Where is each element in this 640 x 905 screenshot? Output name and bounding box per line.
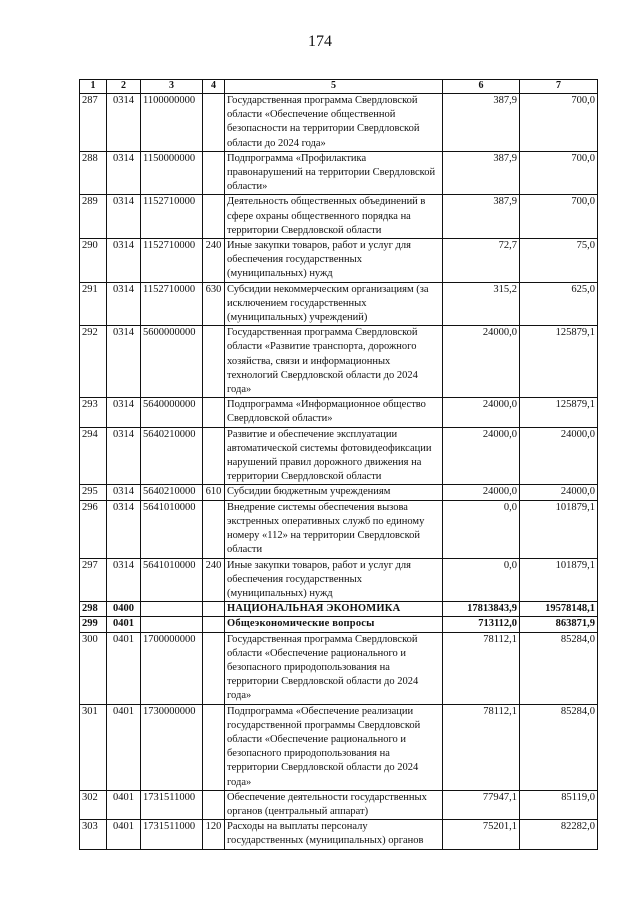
item-name-cell: Государственная программа Свердловской области «Развитие транспорта, дорожного хозяйства, связи и информационных технологий Свердловской области до 2024 года»: [225, 326, 443, 398]
amount-2022-cell: 315,2: [443, 282, 520, 326]
table-row: [80, 617, 598, 632]
row-number-cell: 297: [80, 558, 107, 602]
amount-2022-cell: 77947,1: [443, 790, 520, 819]
amount-2022-cell: 713112,0: [443, 617, 520, 632]
row-number-cell: 300: [80, 632, 107, 704]
amount-2022-cell: 78112,1: [443, 632, 520, 704]
row-number-cell: 291: [80, 282, 107, 326]
table-row: [80, 485, 598, 500]
item-name-cell: Внедрение системы обеспечения вызова экстренных оперативных служб по единому номеру «112» на территории Свердловской области: [225, 500, 443, 558]
amount-2023-cell: 85284,0: [520, 704, 598, 790]
expense-type-cell: 630: [203, 282, 225, 326]
item-name-cell: Общеэкономические вопросы: [225, 617, 443, 632]
item-name-cell: Расходы на выплаты персоналу государственных (муниципальных) органов: [225, 820, 443, 849]
section-code-cell: 0314: [107, 94, 141, 152]
row-number-cell: 287: [80, 94, 107, 152]
item-name-cell: НАЦИОНАЛЬНАЯ ЭКОНОМИКА: [225, 602, 443, 617]
target-code-cell: 5640210000: [141, 485, 203, 500]
expense-type-cell: [203, 398, 225, 427]
amount-2022-cell: 387,9: [443, 94, 520, 152]
expense-type-cell: [203, 632, 225, 704]
amount-2023-cell: 700,0: [520, 151, 598, 195]
amount-2022-cell: 24000,0: [443, 485, 520, 500]
table-row: [80, 500, 598, 558]
amount-2022-cell: 17813843,9: [443, 602, 520, 617]
row-number-cell: 293: [80, 398, 107, 427]
amount-2023-cell: 85119,0: [520, 790, 598, 819]
target-code-cell: 5641010000: [141, 558, 203, 602]
expense-type-cell: 610: [203, 485, 225, 500]
amount-2022-cell: 75201,1: [443, 820, 520, 849]
expense-type-cell: [203, 151, 225, 195]
item-name-cell: Иные закупки товаров, работ и услуг для обеспечения государственных (муниципальных) нужд: [225, 239, 443, 283]
amount-2022-cell: 24000,0: [443, 398, 520, 427]
section-code-cell: 0400: [107, 602, 141, 617]
item-name-cell: Подпрограмма «Информационное общество Свердловской области»: [225, 398, 443, 427]
amount-2023-cell: 85284,0: [520, 632, 598, 704]
amount-2022-cell: 387,9: [443, 195, 520, 239]
amount-2022-cell: 78112,1: [443, 704, 520, 790]
table-row: [80, 558, 598, 602]
section-code-cell: 0314: [107, 282, 141, 326]
section-code-cell: 0314: [107, 485, 141, 500]
section-code-cell: 0314: [107, 398, 141, 427]
table-row: [80, 151, 598, 195]
target-code-cell: 1152710000: [141, 239, 203, 283]
amount-2023-cell: 863871,9: [520, 617, 598, 632]
amount-2023-cell: 125879,1: [520, 326, 598, 398]
target-code-cell: 1150000000: [141, 151, 203, 195]
table-row: [80, 790, 598, 819]
amount-2023-cell: 700,0: [520, 195, 598, 239]
target-code-cell: 5640210000: [141, 427, 203, 485]
target-code-cell: 1731511000: [141, 820, 203, 849]
table-row: [80, 282, 598, 326]
target-code-cell: 1731511000: [141, 790, 203, 819]
expense-type-cell: [203, 94, 225, 152]
target-code-cell: 5600000000: [141, 326, 203, 398]
budget-table: [79, 79, 598, 850]
amount-2023-cell: 24000,0: [520, 485, 598, 500]
header-cell: 5: [225, 80, 443, 94]
item-name-cell: Обеспечение деятельности государственных органов (центральный аппарат): [225, 790, 443, 819]
target-code-cell: 1730000000: [141, 704, 203, 790]
section-code-cell: 0314: [107, 326, 141, 398]
table-row: [80, 326, 598, 398]
page-number: 174: [308, 33, 332, 50]
row-number-cell: 289: [80, 195, 107, 239]
item-name-cell: Субсидии некоммерческим организациям (за исключением государственных (муниципальных) учреждений): [225, 282, 443, 326]
section-code-cell: 0314: [107, 500, 141, 558]
row-number-cell: 299: [80, 617, 107, 632]
section-code-cell: 0314: [107, 195, 141, 239]
expense-type-cell: 240: [203, 558, 225, 602]
row-number-cell: 301: [80, 704, 107, 790]
header-cell: 2: [107, 80, 141, 94]
expense-type-cell: [203, 195, 225, 239]
amount-2023-cell: 24000,0: [520, 427, 598, 485]
section-code-cell: 0401: [107, 820, 141, 849]
item-name-cell: Государственная программа Свердловской области «Обеспечение общественной безопасности на территории Свердловской области до 2024 года»: [225, 94, 443, 152]
expense-type-cell: 240: [203, 239, 225, 283]
amount-2022-cell: 24000,0: [443, 326, 520, 398]
header-cell: 3: [141, 80, 203, 94]
item-name-cell: Деятельность общественных объединений в сфере охраны общественного порядка на территории Свердловской области: [225, 195, 443, 239]
header-cell: 4: [203, 80, 225, 94]
row-number-cell: 290: [80, 239, 107, 283]
table-row: [80, 195, 598, 239]
section-code-cell: 0314: [107, 239, 141, 283]
target-code-cell: [141, 602, 203, 617]
amount-2023-cell: 101879,1: [520, 500, 598, 558]
expense-type-cell: [203, 500, 225, 558]
row-number-cell: 295: [80, 485, 107, 500]
row-number-cell: 294: [80, 427, 107, 485]
target-code-cell: 1152710000: [141, 195, 203, 239]
header-cell: 1: [80, 80, 107, 94]
target-code-cell: [141, 617, 203, 632]
section-code-cell: 0314: [107, 427, 141, 485]
table-row: [80, 239, 598, 283]
table-row: [80, 602, 598, 617]
table-body: [80, 94, 598, 850]
target-code-cell: 5641010000: [141, 500, 203, 558]
row-number-cell: 298: [80, 602, 107, 617]
item-name-cell: Государственная программа Свердловской области «Обеспечение рационального и безопасного природопользования на территории Свердловской области до 2024 года»: [225, 632, 443, 704]
table-row: [80, 632, 598, 704]
section-code-cell: 0314: [107, 558, 141, 602]
section-code-cell: 0401: [107, 632, 141, 704]
header-cell: 7: [520, 80, 598, 94]
amount-2023-cell: 700,0: [520, 94, 598, 152]
header-cell: 6: [443, 80, 520, 94]
table-row: [80, 94, 598, 152]
item-name-cell: Иные закупки товаров, работ и услуг для обеспечения государственных (муниципальных) нужд: [225, 558, 443, 602]
amount-2022-cell: 72,7: [443, 239, 520, 283]
amount-2023-cell: 125879,1: [520, 398, 598, 427]
item-name-cell: Подпрограмма «Обеспечение реализации государственной программы Свердловской области «Обеспечение рационального и безопасного природопользования на территории Свердловской области до 2024 года»: [225, 704, 443, 790]
amount-2022-cell: 0,0: [443, 500, 520, 558]
section-code-cell: 0401: [107, 617, 141, 632]
target-code-cell: 1700000000: [141, 632, 203, 704]
amount-2023-cell: 75,0: [520, 239, 598, 283]
expense-type-cell: [203, 704, 225, 790]
expense-type-cell: 120: [203, 820, 225, 849]
row-number-cell: 302: [80, 790, 107, 819]
expense-type-cell: [203, 790, 225, 819]
amount-2023-cell: 625,0: [520, 282, 598, 326]
item-name-cell: Развитие и обеспечение эксплуатации автоматической системы фотовидеофиксации нарушений правил дорожного движения на территории Свердловской области: [225, 427, 443, 485]
table-row: [80, 427, 598, 485]
row-number-cell: 296: [80, 500, 107, 558]
section-code-cell: 0401: [107, 704, 141, 790]
row-number-cell: 292: [80, 326, 107, 398]
row-number-cell: 303: [80, 820, 107, 849]
row-number-cell: 288: [80, 151, 107, 195]
table-row: [80, 704, 598, 790]
section-code-cell: 0401: [107, 790, 141, 819]
target-code-cell: 5640000000: [141, 398, 203, 427]
amount-2022-cell: 0,0: [443, 558, 520, 602]
target-code-cell: 1100000000: [141, 94, 203, 152]
table-row: [80, 398, 598, 427]
amount-2023-cell: 101879,1: [520, 558, 598, 602]
amount-2023-cell: 82282,0: [520, 820, 598, 849]
header-row: [80, 80, 598, 94]
table-row: [80, 820, 598, 849]
target-code-cell: 1152710000: [141, 282, 203, 326]
item-name-cell: Подпрограмма «Профилактика правонарушений на территории Свердловской области»: [225, 151, 443, 195]
expense-type-cell: [203, 326, 225, 398]
amount-2022-cell: 387,9: [443, 151, 520, 195]
section-code-cell: 0314: [107, 151, 141, 195]
expense-type-cell: [203, 602, 225, 617]
expense-type-cell: [203, 427, 225, 485]
amount-2023-cell: 19578148,1: [520, 602, 598, 617]
amount-2022-cell: 24000,0: [443, 427, 520, 485]
item-name-cell: Субсидии бюджетным учреждениям: [225, 485, 443, 500]
expense-type-cell: [203, 617, 225, 632]
